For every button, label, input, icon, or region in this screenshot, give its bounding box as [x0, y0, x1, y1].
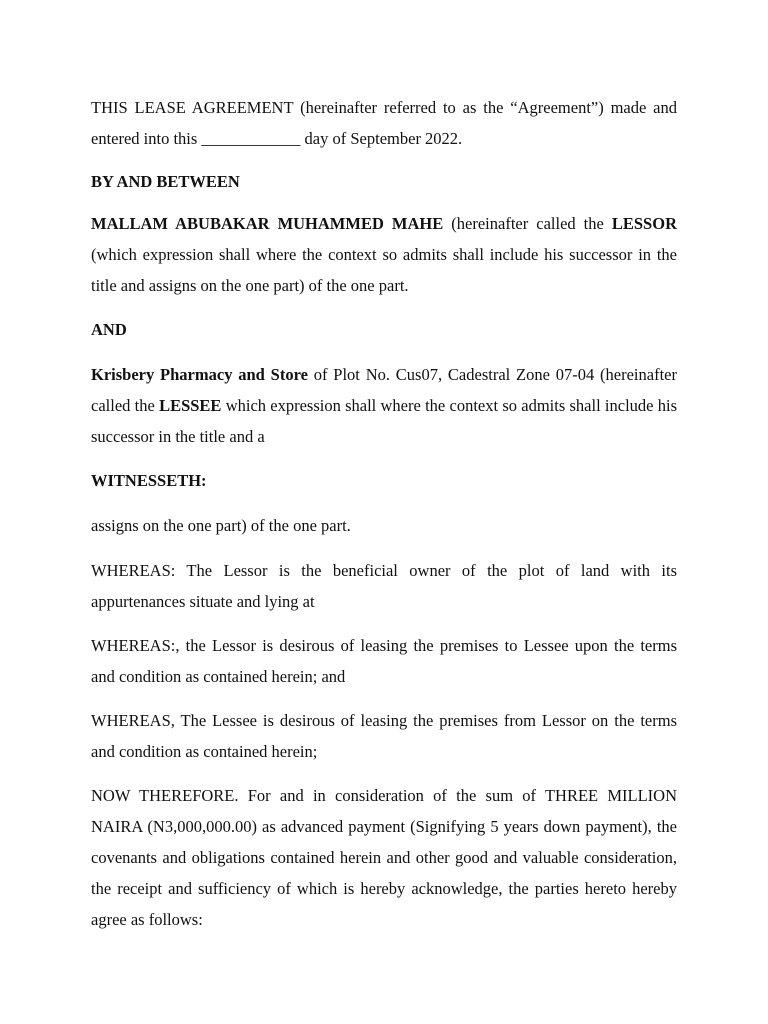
by-and-between-heading: BY AND BETWEEN [91, 172, 240, 191]
lessee-text-2: which expression shall where the context so admits shall include his successor in the title and a [91, 396, 677, 446]
lessor-text-1: (hereinafter called the [443, 214, 612, 233]
whereas-2-paragraph: WHEREAS:, the Lessor is desirous of leasing the premises to Lessee upon the terms and condition as contained herein; and [91, 636, 677, 686]
now-therefore-paragraph: NOW THEREFORE. For and in consideration of the sum of THREE MILLION NAIRA (N3,000,000.00) as advanced payment (Signifying 5 years down payment), the covenants and obligations contained herein and other good and valuable consideration, the receipt and sufficiency of which is hereby acknowledge, the parties hereto hereby agree as follows: [91, 786, 677, 929]
intro-paragraph: THIS LEASE AGREEMENT (hereinafter referred to as the “Agreement”) made and entered into this ____________ day of September 2022. [91, 98, 677, 148]
lessee-role: LESSEE [159, 396, 222, 415]
lessor-role: LESSOR [611, 214, 677, 233]
witnesseth-heading: WITNESSETH: [91, 471, 207, 490]
and-heading: AND [91, 320, 127, 339]
lessee-paragraph [91, 359, 677, 452]
whereas-1-paragraph: WHEREAS: The Lessor is the beneficial owner of the plot of land with its appurtenances situate and lying at [91, 561, 677, 611]
lessee-name: Krisbery Pharmacy and Store [91, 365, 308, 384]
lessor-paragraph [91, 208, 677, 301]
lessor-name: MALLAM ABUBAKAR MUHAMMED MAHE [91, 214, 444, 233]
whereas-3-paragraph: WHEREAS, The Lessee is desirous of leasing the premises from Lessor on the terms and condition as contained herein; [91, 711, 677, 761]
lessee-text-1: of Plot No. Cus07, Cadestral Zone 07-04 (hereinafter called the [91, 365, 677, 415]
assigns-paragraph: assigns on the one part) of the one part. [91, 516, 351, 535]
lessor-text-2: (which expression shall where the context so admits shall include his successor in the title and assigns on the one part) of the one part. [91, 245, 677, 295]
